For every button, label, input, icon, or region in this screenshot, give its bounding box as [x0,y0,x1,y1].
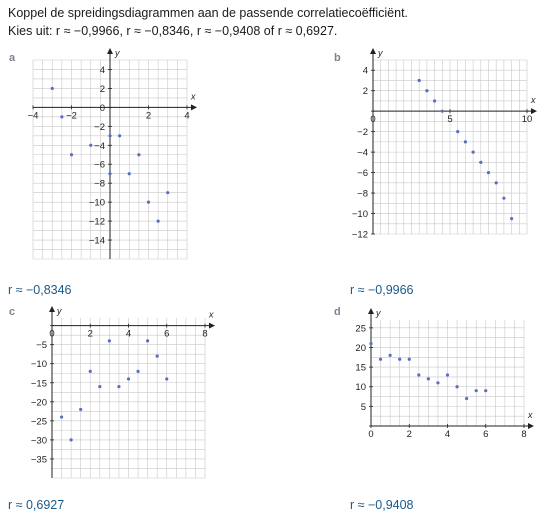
y-tick-label: −35 [30,454,47,466]
y-tick-label: 15 [355,362,366,374]
y-tick-label: −20 [30,397,47,409]
data-point [389,354,392,357]
y-tick-label: −15 [30,378,47,390]
x-tick-label: 2 [87,328,93,340]
y-tick-label: −8 [94,178,105,190]
data-point [398,358,401,361]
y-tick-label: −12 [88,216,105,228]
data-point [465,397,468,400]
answer-c: r ≈ 0,6927 [8,498,65,512]
y-tick-label: 2 [99,83,105,95]
x-axis-label-b: x [531,95,536,106]
y-tick-label: −6 [94,159,105,171]
y-tick-label: −30 [30,435,47,447]
x-tick-label: 4 [184,110,190,122]
data-point [436,381,439,384]
data-point [417,373,420,376]
y-tick-label: −4 [94,140,105,152]
y-axis-label-c: y [57,306,62,316]
y-tick-label: −10 [88,197,105,209]
y-axis-label-b: y [378,48,383,58]
y-axis-label-d: y [376,308,381,318]
y-axis-arrow-d [368,308,374,314]
panel-letter-c: c [9,306,16,318]
instruction-line-2: Kies uit: r ≈ −0,9966, r ≈ −0,8346, r ≈ −0,9408 of r ≈ 0,6927. [8,24,338,38]
x-tick-label: 6 [164,328,170,340]
y-tick-label: −2 [94,121,105,133]
data-point [427,377,430,380]
data-point [369,342,372,345]
y-tick-label: −8 [357,188,368,200]
y-tick-label: 5 [360,401,366,413]
x-tick-label: 0 [368,429,374,440]
x-axis-label-a: x [191,91,196,102]
x-tick-label: −4 [27,110,39,122]
answer-d: r ≈ −0,9408 [350,498,414,512]
y-tick-label: −6 [357,168,368,180]
x-tick-label: 10 [521,114,533,126]
y-tick-label: 2 [362,86,368,98]
y-tick-label: −5 [36,340,47,352]
panel-letter-d: d [334,306,341,318]
y-axis-label-a: y [115,48,120,58]
y-tick-label: 0 [99,102,105,114]
x-tick-label: 8 [521,429,527,440]
answer-a: r ≈ −0,8346 [8,283,72,297]
instruction-line-1: Koppel de spreidingsdiagrammen aan de passende correlatiecoëfficiënt. [8,6,409,20]
y-tick-label: −14 [88,235,105,247]
y-tick-label: 20 [355,342,366,354]
x-tick-label: 0 [49,328,55,340]
x-tick-label: 5 [447,114,453,126]
x-tick-label: 4 [125,328,132,340]
y-tick-label: 4 [362,65,368,77]
grid-d [371,320,524,426]
y-tick-label: 4 [99,64,105,76]
y-tick-label: −25 [30,416,47,428]
y-tick-label: 25 [355,323,366,335]
y-tick-label: 10 [355,382,366,394]
x-axis-label-c: x [209,309,214,320]
data-point [379,358,382,361]
answer-b: r ≈ −0,9966 [350,283,414,297]
x-tick-label: 0 [370,114,376,126]
x-tick-label: 2 [406,429,412,440]
x-axis-arrow-d [528,423,534,429]
data-point [475,389,478,392]
data-point [455,385,458,388]
x-tick-label: 2 [145,110,152,122]
y-tick-label: −4 [357,147,368,159]
y-tick-label: −10 [351,209,368,221]
panel-letter-a: a [9,52,16,64]
x-axis-label-d: x [528,410,533,420]
panel-letter-b: b [334,52,341,64]
y-tick-label: −12 [351,229,368,241]
data-point [408,358,411,361]
data-point [484,389,487,392]
y-tick-label: −10 [30,359,47,371]
x-tick-label: 8 [202,328,208,340]
x-tick-label: 6 [483,429,489,440]
y-tick-label: −2 [357,127,368,139]
x-tick-label: 4 [444,429,451,440]
x-tick-label: −2 [66,110,77,122]
data-point [446,373,449,376]
